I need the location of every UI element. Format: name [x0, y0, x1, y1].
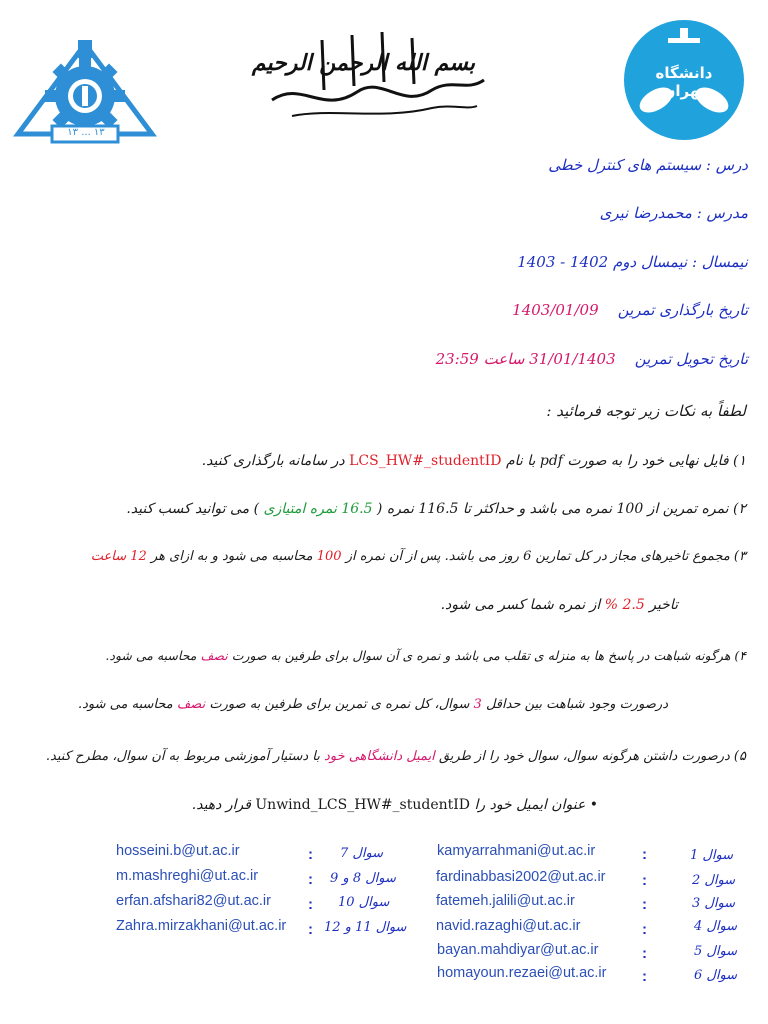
colon: :: [308, 871, 313, 888]
rule-5-text: ۵) درصورت داشتن هرگونه سوال، سوال خود را از طریق: [434, 749, 746, 764]
colon: :: [642, 945, 647, 962]
bonus-points: 16.5 نمره امتیازی: [263, 501, 373, 517]
rule-1: [202, 454, 746, 468]
ta-email-link[interactable]: kamyarrahmani@ut.ac.ir: [437, 843, 596, 859]
rule-2-text-end: ) می توانید کسب کنید.: [126, 501, 264, 517]
due-date: [436, 352, 748, 367]
question-label: سوال 11 و 12: [324, 920, 407, 935]
colon: :: [308, 921, 313, 938]
rule-5: [46, 750, 746, 763]
logo-title: دانشگاه تهران: [655, 64, 713, 100]
engineering-faculty-logo: [12, 38, 158, 148]
email-subject-text: • عنوان ایمیل خود را: [470, 797, 598, 813]
question-label: سوال 7: [340, 846, 384, 861]
upload-date: [512, 303, 748, 318]
rule-3-text: ۳) مجموع تاخیرهای مجاز در کل تمارین 6 روز می باشد. پس از آن نمره از: [341, 549, 746, 564]
rule-5-text-end: با دستیار آموزشی مربوط به آن سوال، مطرح کنید.: [45, 749, 325, 764]
ta-email-link[interactable]: navid.razaghi@ut.ac.ir: [436, 918, 581, 934]
file-name-format: LCS_HW#_studentID: [349, 453, 502, 469]
colon: :: [642, 846, 647, 863]
question-label: سوال 3: [692, 896, 736, 911]
university-of-tehran-logo: [622, 18, 746, 142]
ta-email-link[interactable]: erfan.afshari82@ut.ac.ir: [116, 893, 271, 909]
email-subject-format: Unwind_LCS_HW#_studentID: [255, 797, 471, 813]
rule-1-text: ۱) فایل نهایی خود را به صورت pdf با نام: [501, 453, 746, 469]
rule-4b-text-mid: سوال، کل نمره ی تمرین برای طرفین به صورت: [205, 697, 474, 712]
rule-3: [91, 550, 746, 563]
upload-date-label: تاریخ بارگذاری تمرین: [617, 301, 748, 319]
ta-email-link[interactable]: m.mashreghi@ut.ac.ir: [116, 868, 259, 884]
colon: :: [642, 968, 647, 985]
rule-4-continued: [78, 698, 668, 711]
logo-caption: ۱۳ ... ۱۳: [67, 127, 105, 138]
rule-4b-text: درصورت وجود شباهت بین حداقل: [481, 697, 668, 712]
rule-3-continued: [441, 598, 678, 612]
ta-email-link[interactable]: fatemeh.jalili@ut.ac.ir: [436, 893, 575, 909]
ta-email-link[interactable]: bayan.mahdiyar@ut.ac.ir: [437, 942, 599, 958]
question-label: سوال 8 و 9: [330, 871, 396, 886]
rule-4: [105, 650, 746, 663]
basmala-calligraphy: [251, 20, 492, 138]
rule-2: [126, 502, 746, 516]
colon: :: [308, 896, 313, 913]
rule-4-text-end: محاسبه می شود.: [105, 648, 201, 663]
rules-intro: لطفاً به نکات زیر توجه فرمائید :: [546, 402, 746, 420]
instructor-name: مدرس : محمدرضا نیری: [599, 204, 748, 222]
ta-email-link[interactable]: fardinabbasi2002@ut.ac.ir: [436, 869, 606, 885]
question-label: سوال 10: [338, 895, 390, 910]
question-label: سوال 1: [690, 848, 734, 863]
colon: :: [642, 872, 647, 889]
penalty-percent: 2.5 %: [604, 597, 645, 613]
base-score: 100: [316, 549, 342, 564]
basmala-text: بسم الله الرحمن الرحیم: [251, 50, 475, 76]
rule-4-text: ۴) هرگونه شباهت در پاسخ ها به منزله ی تقلب می باشد و نمره ی آن سوال برای طرفین به صورت: [227, 648, 746, 663]
rule-4b-text-end: محاسبه می شود.: [78, 697, 177, 712]
due-date-value: 31/01/1403 ساعت 23:59: [435, 350, 616, 368]
upload-date-value: 1403/01/09: [512, 301, 599, 319]
university-email: ایمیل دانشگاهی خود: [324, 749, 435, 764]
rule-3-text-mid: محاسبه می شود و به ازای هر: [146, 549, 317, 564]
ta-email-link[interactable]: hosseini.b@ut.ac.ir: [116, 843, 240, 859]
email-subject-rule: [192, 798, 598, 812]
course-name: درس : سیستم های کنترل خطی: [548, 156, 748, 174]
half-score: نصف: [200, 648, 228, 663]
semester: نیمسال : نیمسال دوم 1402 - 1403: [517, 253, 748, 271]
similar-questions-count: 3: [473, 697, 482, 712]
email-subject-text-end: قرار دهید.: [191, 797, 256, 813]
rule-3b-text: تاخیر: [644, 597, 678, 613]
delay-interval: 12 ساعت: [90, 549, 147, 564]
question-label: سوال 6: [694, 968, 738, 983]
rule-1-text-end: در سامانه بارگذاری کنید.: [201, 453, 350, 469]
colon: :: [642, 921, 647, 938]
ta-email-link[interactable]: homayoun.rezaei@ut.ac.ir: [437, 965, 607, 981]
ta-email-link[interactable]: Zahra.mirzakhani@ut.ac.ir: [116, 918, 287, 934]
colon: :: [308, 846, 313, 863]
half-total-score: نصف: [176, 697, 206, 712]
question-label: سوال 4: [694, 919, 738, 934]
question-label: سوال 5: [694, 944, 738, 959]
colon: :: [642, 896, 647, 913]
rule-3b-text-end: از نمره شما کسر می شود.: [440, 597, 605, 613]
question-label: سوال 2: [692, 873, 736, 888]
rule-2-text: ۲) نمره تمرین از 100 نمره می باشد و حداکثر تا 116.5 نمره (: [372, 501, 746, 517]
due-date-label: تاریخ تحویل تمرین: [634, 350, 748, 368]
